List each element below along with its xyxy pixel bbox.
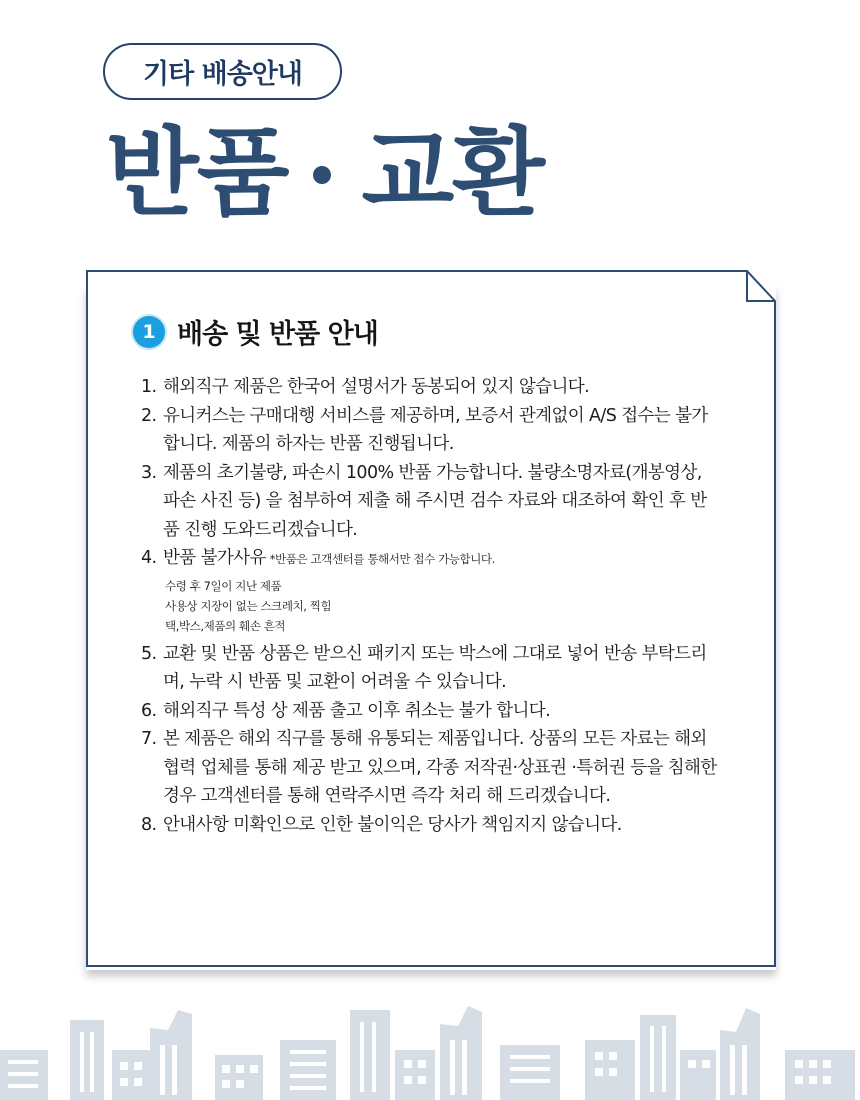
- page-title-right: 교환: [361, 117, 543, 229]
- item-number: 5.: [141, 643, 157, 664]
- sub-item: 수령 후 7일이 지난 제품: [165, 578, 282, 593]
- list-item: [141, 697, 721, 726]
- item-text: 해외직구 특성 상 제품 출고 이후 취소는 불가 합니다.: [163, 700, 551, 721]
- item-text: 해외직구 제품은 한국어 설명서가 동봉되어 있지 않습니다.: [163, 377, 590, 397]
- section-number-badge: 1: [133, 316, 165, 348]
- notice-list: [141, 373, 721, 839]
- item-text: 제품의 초기불량, 파손시 100% 반품 가능합니다. 불량소명자료(개봉영상, 파손 사진 등) 을 첨부하여 제출 해 주시면 검수 자료와 대조하여 확인 후 반품 진행 도와드리겠습니다.: [163, 462, 707, 540]
- sub-item: 사용상 지장이 없는 스크레치, 찍힘: [165, 598, 332, 613]
- item-number: 6.: [141, 700, 157, 721]
- list-item: [141, 402, 721, 459]
- item-text: 안내사항 미확인으로 인한 불이익은 당사가 책임지지 않습니다.: [163, 814, 622, 835]
- list-item: [141, 373, 721, 402]
- list-item: [141, 640, 721, 697]
- city-skyline-illustration: [0, 990, 860, 1100]
- section-title: 배송 및 반품 안내: [177, 319, 378, 350]
- item-text: 교환 및 반품 상품은 받으신 패키지 또는 박스에 그대로 넣어 반송 부탁드리며, 누락 시 반품 및 교환이 어려울 수 있습니다.: [163, 643, 707, 692]
- title-separator-dot: [313, 166, 331, 184]
- list-item: [141, 459, 721, 545]
- item-number: 8.: [141, 814, 157, 835]
- section-header: [133, 312, 378, 351]
- item-text: 유니커스는 구매대행 서비스를 제공하며, 보증서 관계없이 A/S 접수는 불가합니다. 제품의 하자는 반품 진행됩니다.: [163, 405, 708, 454]
- item-note: *반품은 고객센터를 통해서만 접수 가능합니다.: [269, 552, 495, 566]
- item-number: 3.: [141, 462, 157, 483]
- item-text: 반품 불가사유: [163, 548, 266, 568]
- item-text: 본 제품은 해외 직구를 통해 유통되는 제품입니다. 상품의 모든 자료는 해외 협력 업체를 통해 제공 받고 있으며, 각종 저작권·상표권 ·특허권 등을 침해한 경우 고객센터를 통해 연락주시면 즉각 처리 해 드리겠습니다.: [163, 729, 717, 806]
- category-tag-label: 기타 배송안내: [143, 59, 302, 90]
- item-number: 2.: [141, 405, 157, 426]
- list-item: [141, 725, 721, 811]
- item-number: 7.: [141, 729, 157, 749]
- sub-item: 택,박스,제품의 훼손 흔적: [165, 618, 286, 633]
- item-number: 4.: [141, 548, 157, 568]
- list-item: [141, 811, 721, 840]
- category-tag: [103, 43, 342, 100]
- item-number: 1.: [141, 377, 157, 397]
- page-title: [106, 108, 543, 238]
- list-item: [141, 544, 721, 574]
- page-title-left: 반품: [106, 117, 288, 229]
